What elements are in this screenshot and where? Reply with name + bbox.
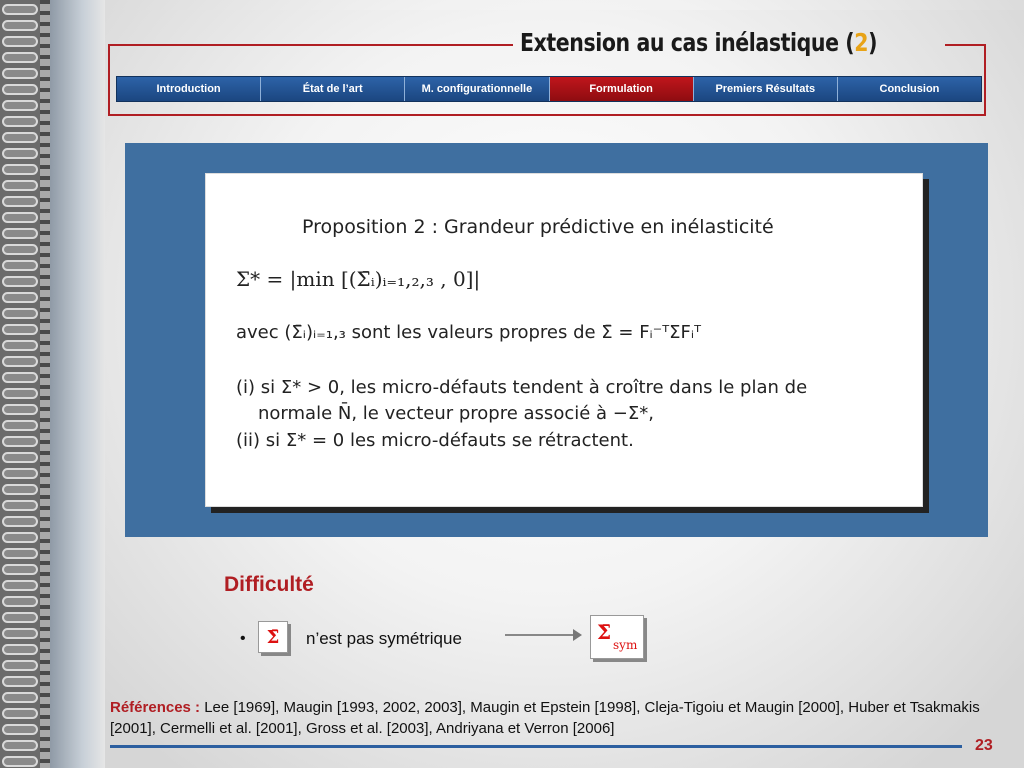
binding-ring [2, 628, 38, 639]
sigma-bar-symbol: Σ̄ [258, 621, 288, 653]
binding-ring [2, 516, 38, 527]
binding-ring [2, 660, 38, 671]
binding-ring [2, 692, 38, 703]
section-nav [116, 76, 982, 102]
tab-etat-de-l-art[interactable]: État de l’art [261, 77, 405, 101]
spiral-binding [0, 0, 50, 768]
footer-line [110, 745, 962, 748]
binding-ring [2, 276, 38, 287]
binding-ring [2, 756, 38, 767]
proposition-case-ii: (ii) si Σ* = 0 les micro-défauts se rétractent. [236, 430, 634, 451]
binding-ring [2, 36, 38, 47]
sigma-sym-subscript: sym [613, 638, 638, 652]
bullet-point: • [240, 630, 246, 647]
tab-premiers-resultats[interactable]: Premiers Résultats [694, 77, 838, 101]
proposition-case-i: (i) si Σ* > 0, les micro-défauts tendent à croître dans le plan de [236, 377, 808, 398]
binding-ring [2, 196, 38, 207]
proposition-box [205, 173, 923, 507]
tab-introduction[interactable]: Introduction [117, 77, 261, 101]
binding-ring [2, 420, 38, 431]
binding-ring [2, 532, 38, 543]
binding-ring [2, 84, 38, 95]
binding-ring [2, 564, 38, 575]
proposition-title: Proposition 2 : Grandeur prédictive en inélasticité [302, 216, 774, 238]
references-text: Lee [1969], Maugin [1993, 2002, 2003], Maugin et Epstein [1998], Cleja-Tigoiu et Maugin [2000], Huber et Tsakmakis [2001], Cermelli et al. [2001], Gross et al. [2003], Andriyana et Verron [2006] [110, 699, 980, 737]
binding-ring [2, 612, 38, 623]
title-number: 2 [854, 28, 869, 57]
binding-ring [2, 164, 38, 175]
binding-ring [2, 436, 38, 447]
binding-ring [2, 724, 38, 735]
references [110, 697, 980, 739]
title-frame-line-left [108, 44, 513, 46]
binding-ring [2, 52, 38, 63]
proposition-line-avec: avec (Σ̄ᵢ)ᵢ₌₁,₃ sont les valeurs propres de Σ̄ = Fᵢ⁻ᵀΣFᵢᵀ [236, 322, 702, 343]
binding-ring [2, 132, 38, 143]
binding-ring [2, 596, 38, 607]
binding-ring [2, 100, 38, 111]
binding-ring [2, 500, 38, 511]
binding-ring [2, 68, 38, 79]
binding-ring [2, 468, 38, 479]
binding-ring [2, 356, 38, 367]
binding-ring [2, 308, 38, 319]
arrow-right-icon [505, 634, 577, 636]
difficulty-heading: Difficulté [224, 573, 314, 596]
binding-ring [2, 388, 38, 399]
proposition-case-i-cont: normale N̄, le vecteur propre associé à −Σ*, [258, 403, 654, 424]
binding-ring [2, 20, 38, 31]
title-frame-line-right [945, 44, 986, 46]
binding-ring [2, 740, 38, 751]
sigma-sym-main: Σ̄ [597, 620, 612, 644]
page-number: 23 [975, 737, 993, 754]
binding-ring [2, 580, 38, 591]
binding-ring [2, 244, 38, 255]
proposition-equation: Σ* = |min [(Σ̄ᵢ)ᵢ₌₁,₂,₃ , 0]| [236, 267, 481, 291]
binding-ring [2, 148, 38, 159]
binding-ring [2, 228, 38, 239]
binding-ring [2, 212, 38, 223]
binding-ring [2, 484, 38, 495]
binding-ring [2, 548, 38, 559]
binding-holes [40, 0, 50, 768]
binding-ring [2, 708, 38, 719]
binding-ring [2, 372, 38, 383]
tab-formulation[interactable]: Formulation [550, 77, 694, 101]
not-symmetric-text: n’est pas symétrique [306, 629, 462, 648]
references-label: Références : [110, 699, 201, 716]
binding-ring [2, 452, 38, 463]
binding-ring [2, 292, 38, 303]
binding-ring [2, 180, 38, 191]
slide-title: Extension au cas inélastique (2) [520, 28, 878, 57]
left-decorative-stripe [50, 0, 105, 768]
binding-ring [2, 4, 38, 15]
binding-ring [2, 340, 38, 351]
binding-ring [2, 324, 38, 335]
tab-conclusion[interactable]: Conclusion [838, 77, 981, 101]
binding-ring [2, 644, 38, 655]
tab-m-configurationnelle[interactable]: M. configurationnelle [405, 77, 549, 101]
arrowhead-icon [573, 629, 582, 641]
sigma-sym-symbol [590, 615, 644, 659]
binding-ring [2, 404, 38, 415]
binding-ring [2, 260, 38, 271]
binding-ring [2, 676, 38, 687]
binding-ring [2, 116, 38, 127]
